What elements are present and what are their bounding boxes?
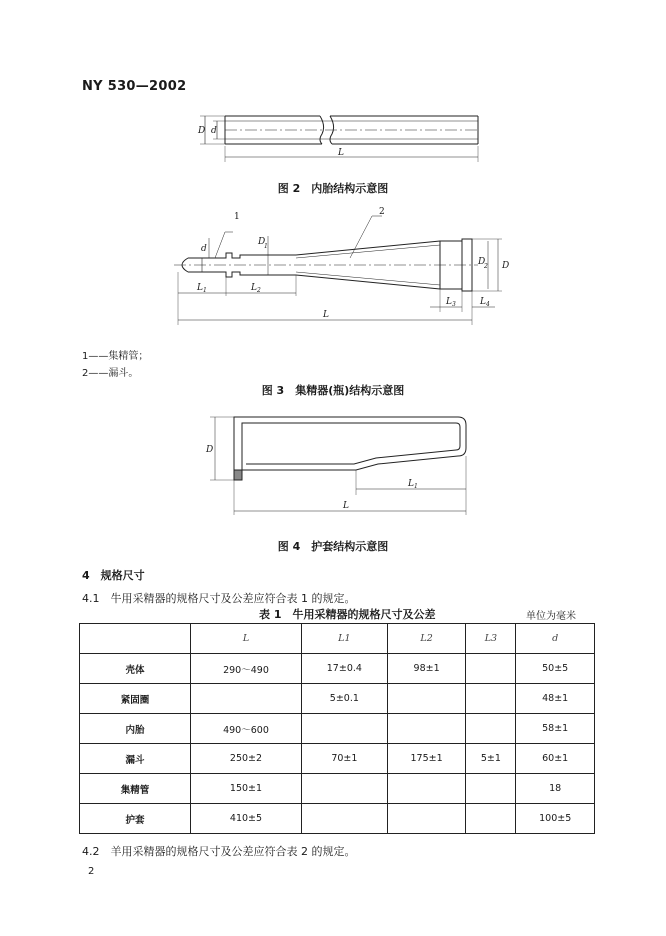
fig3-label-L: L <box>323 310 329 320</box>
fig3-label-L3: L <box>446 297 452 307</box>
table-cell <box>466 714 516 744</box>
table-cell <box>387 684 466 714</box>
fig3-label-L3-sub: 3 <box>452 301 456 308</box>
table-cell <box>466 774 516 804</box>
table-cell: 70±1 <box>301 744 387 774</box>
table-cell: 290～490 <box>191 654 302 684</box>
table-cell <box>191 684 302 714</box>
fig2-label-d: d <box>211 126 217 136</box>
table-row-label: 紧固圈 <box>80 684 191 714</box>
table1 <box>79 623 595 834</box>
table-row-label: 内胎 <box>80 714 191 744</box>
table-header-cell: L3 <box>466 624 516 654</box>
table-cell <box>466 684 516 714</box>
table-cell <box>301 714 387 744</box>
section-heading: 4 规格尺寸 <box>82 569 145 582</box>
figure3-legend-item-1: 1——集精管； <box>82 351 149 362</box>
figure3-caption: 图 3 集精器(瓶)结构示意图 <box>261 384 405 397</box>
fig3-label-D2-sub: 2 <box>484 263 488 270</box>
fig3-label-part1: 1 <box>234 212 240 222</box>
table-cell: 100±5 <box>516 804 595 834</box>
paragraph-4-2: 4.2 羊用采精器的规格尺寸及公差应符合表 2 的规定。 <box>82 845 356 858</box>
fig3-label-D2: D <box>478 257 486 267</box>
table-header-row <box>80 624 595 654</box>
figure4-caption: 图 4 护套结构示意图 <box>277 540 389 553</box>
fig3-label-D1: D <box>258 237 266 247</box>
table-cell: 50±5 <box>516 654 595 684</box>
table-row <box>80 684 595 714</box>
table-row <box>80 744 595 774</box>
fig3-label-d: d <box>201 244 207 254</box>
table1-unit: 单位为毫米 <box>526 611 576 622</box>
fig3-label-part2: 2 <box>379 207 385 217</box>
table-header-cell: d <box>516 624 595 654</box>
table-cell: 58±1 <box>516 714 595 744</box>
fig3-label-L2: L <box>251 283 257 293</box>
table-cell <box>387 774 466 804</box>
table-row <box>80 714 595 744</box>
fig3-label-L4-sub: 4 <box>486 301 490 308</box>
fig3-label-L1: L <box>197 283 203 293</box>
table-cell: 48±1 <box>516 684 595 714</box>
table-row <box>80 654 595 684</box>
page-number: 2 <box>88 866 95 877</box>
table-cell: 17±0.4 <box>301 654 387 684</box>
table1-title: 表 1 牛用采精器的规格尺寸及公差 <box>259 608 436 621</box>
table-row-label: 护套 <box>80 804 191 834</box>
paragraph-4-1: 4.1 牛用采精器的规格尺寸及公差应符合表 1 的规定。 <box>82 592 356 605</box>
table-cell <box>387 804 466 834</box>
table-cell <box>301 774 387 804</box>
fig3-label-D1-sub: 1 <box>264 243 268 250</box>
figure2-caption: 图 2 内胎结构示意图 <box>277 182 389 195</box>
table-row-label: 漏斗 <box>80 744 191 774</box>
table-cell: 490～600 <box>191 714 302 744</box>
table-cell: 18 <box>516 774 595 804</box>
table-row <box>80 804 595 834</box>
table-header-cell <box>80 624 191 654</box>
fig4-label-D: D <box>206 445 214 455</box>
fig3-label-L1-sub: 1 <box>203 287 207 294</box>
fig3-label-L2-sub: 2 <box>257 287 261 294</box>
table-row-label: 壳体 <box>80 654 191 684</box>
figure3-legend-item-2: 2——漏斗。 <box>82 368 139 379</box>
figure3-diagram <box>174 216 502 325</box>
table-cell: 60±1 <box>516 744 595 774</box>
table-cell <box>466 654 516 684</box>
table-cell: 150±1 <box>191 774 302 804</box>
fig4-label-L1: L <box>408 479 414 489</box>
table-row <box>80 774 595 804</box>
table-cell: 98±1 <box>387 654 466 684</box>
table-cell <box>466 804 516 834</box>
table-header-cell: L1 <box>301 624 387 654</box>
fig4-label-L1-sub: 1 <box>414 483 418 490</box>
fig4-label-L: L <box>343 501 349 511</box>
table-cell: 5±1 <box>466 744 516 774</box>
table-cell: 175±1 <box>387 744 466 774</box>
table-cell: 250±2 <box>191 744 302 774</box>
table-row-label: 集精管 <box>80 774 191 804</box>
fig2-label-D: D <box>198 126 206 136</box>
figure4-diagram <box>210 417 466 515</box>
table-cell <box>387 714 466 744</box>
table-header-cell: L2 <box>387 624 466 654</box>
fig2-label-L: L <box>338 148 344 158</box>
table-cell: 5±0.1 <box>301 684 387 714</box>
standard-number: NY 530—2002 <box>82 79 187 94</box>
table-cell: 410±5 <box>191 804 302 834</box>
fig3-label-D: D <box>502 261 510 271</box>
table-cell <box>301 804 387 834</box>
fig3-label-L4: L <box>480 297 486 307</box>
table-header-cell: L <box>191 624 302 654</box>
